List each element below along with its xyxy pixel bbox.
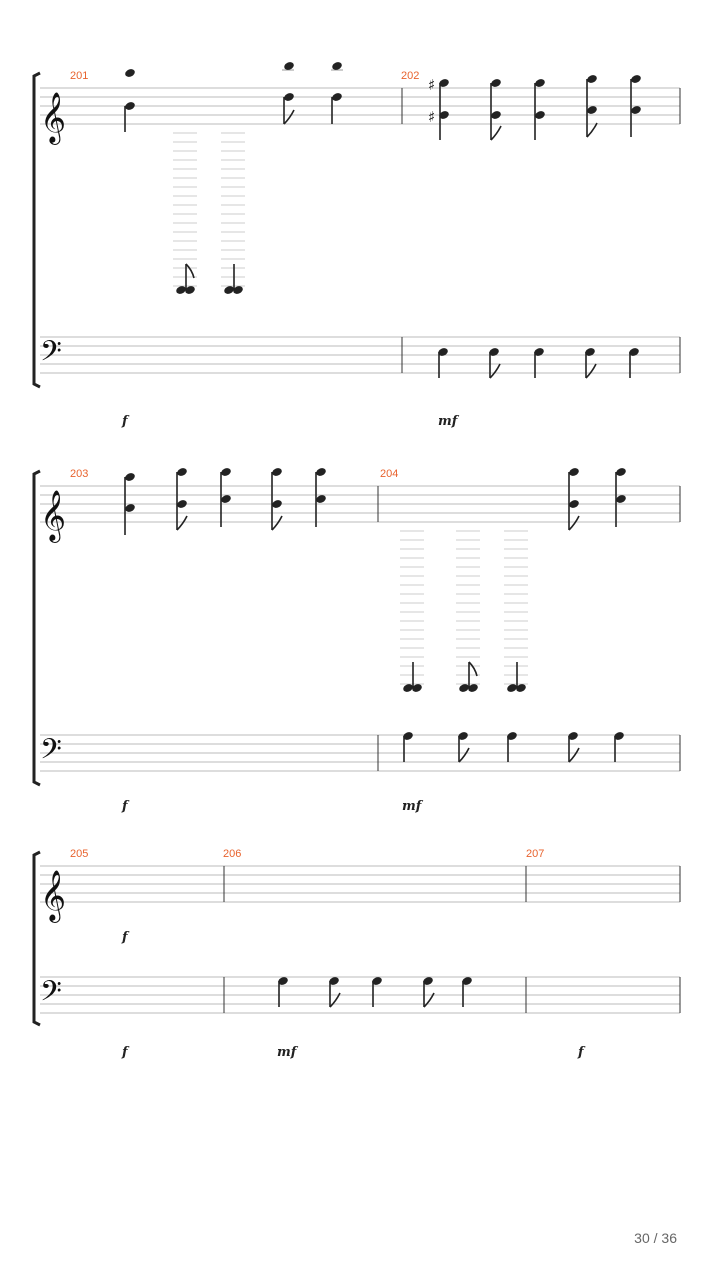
system-2	[34, 467, 680, 814]
dynamic-marking: mf	[438, 414, 458, 429]
bass-note	[567, 731, 579, 762]
system-3	[34, 848, 680, 1060]
dynamic-marking: f	[122, 414, 128, 429]
note-chord	[331, 61, 343, 124]
svg-text:♯: ♯	[428, 108, 436, 126]
bass-note	[402, 731, 414, 762]
low-note	[175, 264, 196, 295]
bass-note	[328, 976, 340, 1007]
ledger-ladder	[400, 531, 528, 684]
dynamic-marking: mf	[277, 1045, 297, 1060]
low-note	[506, 662, 527, 693]
treble-staff	[40, 486, 680, 522]
note-chord	[220, 467, 232, 527]
bass-clef: 𝄢	[40, 335, 62, 375]
page-number: 30 / 36	[634, 1230, 677, 1246]
bass-note	[371, 976, 383, 1007]
note-chord	[490, 78, 502, 140]
bass-staff	[40, 735, 680, 771]
bass-clef: 𝄢	[40, 733, 62, 773]
note-chord	[534, 78, 546, 140]
treble-clef: 𝄞	[40, 870, 67, 921]
bass-note	[613, 731, 625, 762]
low-note	[402, 662, 423, 693]
note-chord	[615, 467, 627, 527]
dynamic-marking: f	[578, 1045, 584, 1060]
bass-note	[461, 976, 473, 1007]
dynamic-marking: mf	[402, 799, 422, 814]
note-chord	[428, 76, 450, 140]
ledger-ladder	[173, 133, 245, 286]
note-chord	[124, 472, 136, 535]
measure-number: 201	[70, 70, 89, 82]
bass-staff	[40, 977, 680, 1013]
dynamic-marking: f	[122, 1045, 128, 1060]
measure-number: 204	[380, 468, 399, 480]
note-chord	[282, 61, 295, 124]
treble-clef: 𝄞	[40, 490, 67, 541]
note-chord	[124, 68, 136, 132]
note-chord	[630, 74, 642, 137]
measure-number: 206	[223, 848, 242, 860]
treble-staff	[40, 866, 680, 902]
svg-text:♯: ♯	[428, 76, 436, 94]
bass-note	[457, 731, 469, 762]
measure-number: 205	[70, 848, 89, 860]
bass-note	[422, 976, 434, 1007]
note-chord	[176, 467, 188, 530]
low-note	[458, 662, 479, 693]
note-chord	[568, 467, 580, 530]
bass-note	[277, 976, 289, 1007]
bass-staff	[40, 337, 680, 373]
dynamic-marking: f	[122, 930, 128, 945]
bass-clef: 𝄢	[40, 975, 62, 1015]
note-chord	[586, 74, 598, 137]
treble-clef: 𝄞	[40, 92, 67, 143]
system-1	[34, 61, 680, 429]
note-chord	[315, 467, 327, 527]
dynamic-marking: f	[122, 799, 128, 814]
measure-number: 202	[401, 70, 420, 82]
bass-note	[506, 731, 518, 762]
note-chord	[271, 467, 283, 530]
low-note	[223, 264, 244, 295]
measure-number: 203	[70, 468, 89, 480]
measure-number: 207	[526, 848, 545, 860]
treble-staff	[40, 88, 680, 124]
